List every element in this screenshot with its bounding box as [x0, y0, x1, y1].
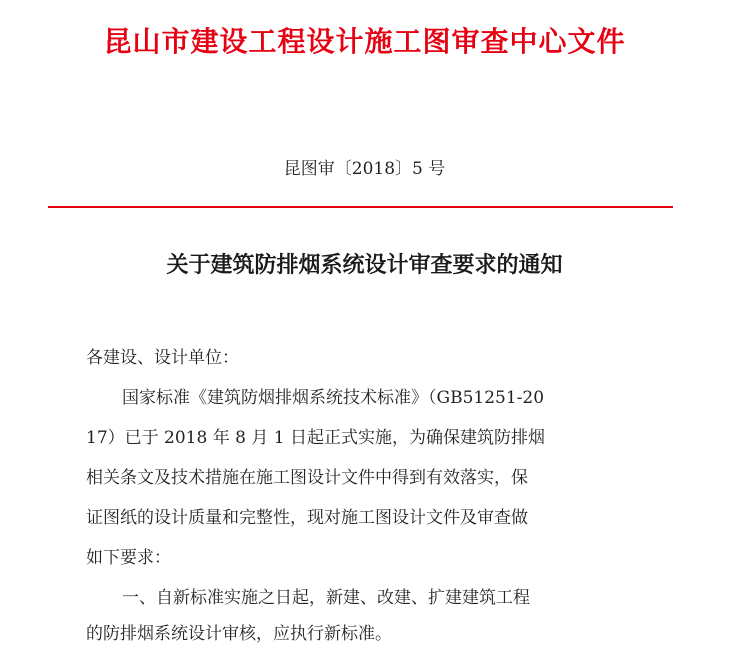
notice-title: 关于建筑防排烟系统设计审查要求的通知 — [166, 253, 563, 278]
body-line: 一、自新标准实施之日起，新建、改建、扩建建筑工程 — [122, 588, 530, 608]
red-divider-line — [48, 206, 673, 208]
body-line: 相关条文及技术措施在施工图设计文件中得到有效落实，保 — [86, 468, 528, 488]
body-line: 国家标准《建筑防烟排烟系统技术标准》（GB51251-20 — [122, 388, 545, 408]
body-line: 如下要求： — [86, 548, 171, 568]
document-number: 昆图审〔2018〕5 号 — [283, 159, 446, 179]
salutation-line: 各建设、设计单位： — [86, 348, 239, 368]
body-line: 证图纸的设计质量和完整性，现对施工图设计文件及审查做 — [86, 508, 528, 528]
body-line: 17）已于 2018 年 8 月 1 日起正式实施，为确保建筑防排烟 — [86, 428, 545, 448]
body-line: 的防排烟系统设计审核，应执行新标准。 — [86, 624, 392, 644]
org-header-title: 昆山市建设工程设计施工图审查中心文件 — [103, 25, 626, 58]
